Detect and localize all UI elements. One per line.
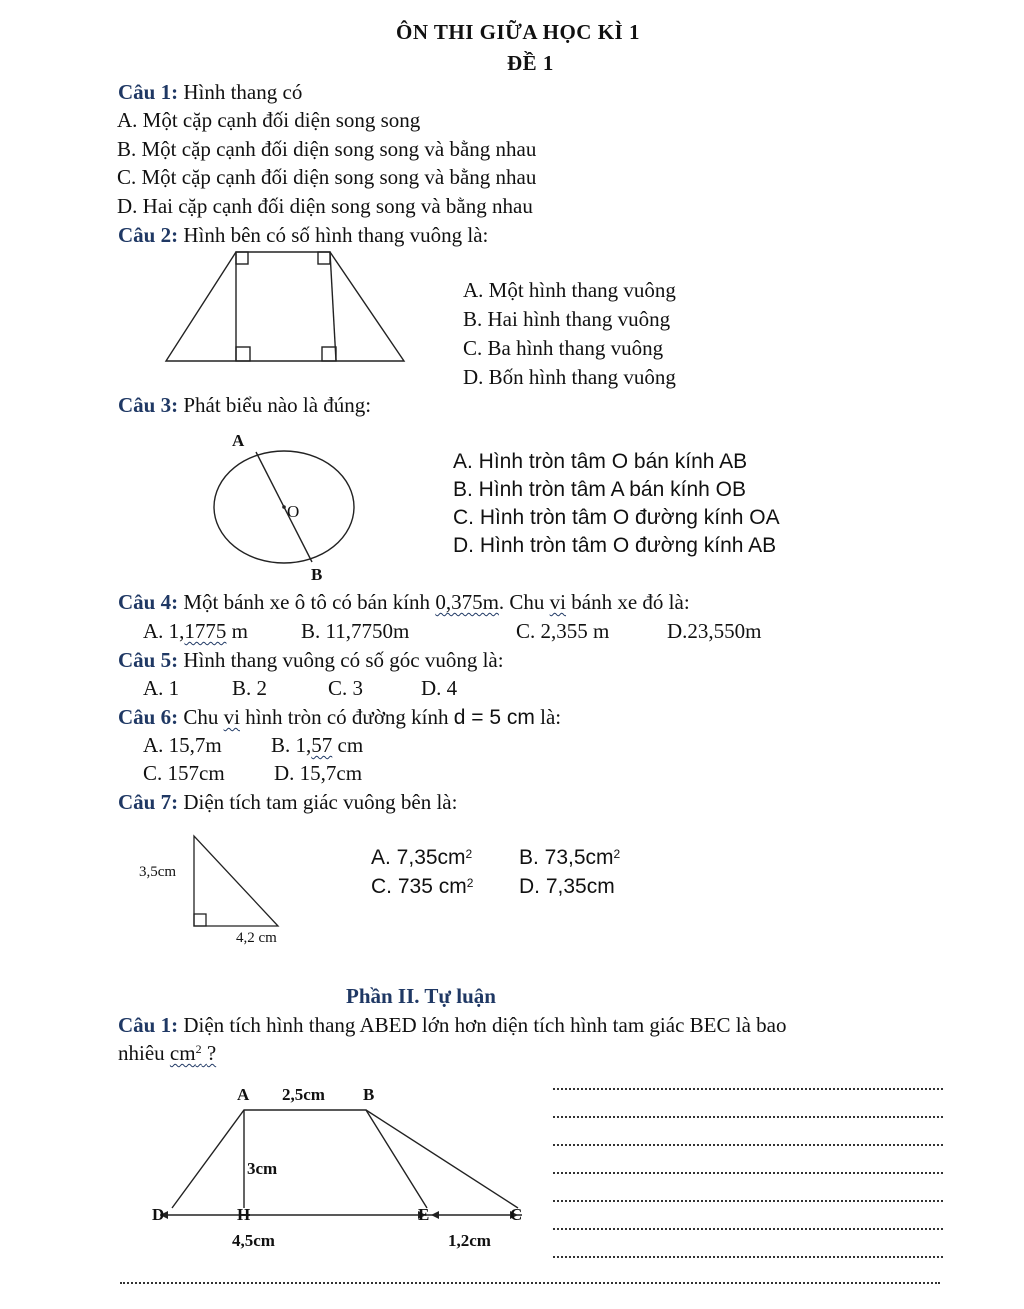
fig-label-height: 3cm [247,1159,278,1178]
q2-right-angle-bottom-left [236,347,250,361]
q2-outer-trapezoid [166,252,404,361]
fig-label-e: E [418,1205,430,1224]
answer-line-2[interactable] [553,1116,943,1118]
q6-vi-word: vi [223,705,240,729]
fig-side-bc [366,1110,518,1208]
answer-line-1[interactable] [553,1088,943,1090]
part2-heading: Phần II. Tự luận [346,984,496,1008]
q7-option-c-text: C. 735 cm [371,875,467,898]
answer-line-3[interactable] [553,1144,943,1146]
q5-question: Hình thang vuông có số góc vuông là: [183,648,504,672]
q7-height-label: 3,5cm [139,864,177,880]
q3-point-o: O [287,502,300,521]
q6-prompt [118,705,561,730]
answer-line-6[interactable] [553,1228,943,1230]
q6-question-pre: Chu [183,705,219,729]
part2-trapezoid-figure [150,1105,530,1225]
q6-option-b-suffix: cm [337,733,364,757]
exam-subtitle: ĐỀ 1 [507,51,554,75]
q7-prompt [118,790,457,814]
q7-base-label: 4,2 cm [236,930,277,946]
part2-q1-text: Diện tích hình thang ABED lớn hơn diện tích hình tam giác BEC là bao [183,1013,787,1037]
q5-prompt [118,648,504,672]
q2-option-d: D. Bốn hình thang vuông [463,365,676,389]
q5-option-d: D. 4 [421,676,458,700]
q1-option-c: C. Một cặp cạnh đối diện song song và bằng nhau [117,165,537,189]
q3-point-a: A [232,431,245,450]
q5-option-a: A. 1 [143,676,180,700]
q2-option-a: A. Một hình thang vuông [463,278,676,302]
q6-option-c: C. 157cm [143,761,225,785]
q7-option-b [519,846,620,870]
q1-option-a: A. Một cặp cạnh đối diện song song [117,108,421,132]
q2-prompt [118,223,488,247]
q1-question: Hình thang có [183,80,303,104]
fig-label-a: A [237,1085,250,1104]
q7-option-b-sup: 2 [613,847,621,861]
answer-line-8[interactable] [120,1282,940,1284]
answer-line-7[interactable] [553,1256,943,1258]
q4-prompt [118,590,690,614]
q1-prompt [118,80,302,104]
q2-option-c: C. Ba hình thang vuông [463,336,664,360]
q3-label: Câu 3: [118,393,179,417]
q7-right-triangle [194,836,278,926]
q6-option-d: D. 15,7cm [274,761,363,785]
q4-option-d: D.23,550m [667,619,762,643]
q2-question: Hình bên có số hình thang vuông là: [183,223,489,247]
q6-question-post: là: [540,705,562,729]
q4-option-a-wavy: 1775 [184,619,227,643]
q6-label: Câu 6: [118,705,179,729]
answer-line-4[interactable] [553,1172,943,1174]
q4-option-b: B. 11,7750m [301,619,410,643]
q6-option-a: A. 15,7m [143,733,222,757]
q7-option-a [371,846,472,870]
q2-right-angle-bottom-right [322,347,336,361]
part2-q1-line2-pre: nhiêu [118,1041,165,1065]
fig-arrow-e-right [431,1211,439,1219]
q7-option-d: D. 7,35cm [519,875,615,898]
q6-option-b-prefix: B. 1, [271,733,312,757]
part2-q1-unit [170,1041,216,1065]
q7-right-angle-mark [194,914,206,926]
q4-option-a-prefix: A. 1, [143,619,185,643]
q5-option-c: C. 3 [328,676,364,700]
q3-center-point [282,505,286,509]
q3-prompt [118,393,371,417]
q3-option-c: C. Hình tròn tâm O đường kính OA [453,506,780,529]
q4-option-c: C. 2,355 m [516,619,610,643]
q4-radius: 0,375m [435,590,499,614]
q4-question-post: bánh xe đó là: [571,590,690,614]
q2-right-angle-top-left [236,252,248,264]
q4-option-a [143,619,248,643]
q6-formula: d = 5 cm [453,706,535,729]
q7-option-a-sup: 2 [465,847,473,861]
fig-label-de-length: 4,5cm [232,1231,275,1250]
part2-q1-label: Câu 1: [118,1013,179,1037]
q2-right-angle-top-right [318,252,330,264]
q4-question-pre: Một bánh xe ô tô có bán kính [183,590,431,614]
q6-option-b [271,733,363,757]
q7-option-b-text: B. 73,5cm [519,846,614,869]
q7-triangle-figure [190,832,290,932]
q1-label: Câu 1: [118,80,179,104]
q3-option-a: A. Hình tròn tâm O bán kính AB [453,450,748,473]
q5-option-b: B. 2 [232,676,268,700]
q5-label: Câu 5: [118,648,179,672]
q7-question: Diện tích tam giác vuông bên là: [183,790,458,814]
q2-label: Câu 2: [118,223,179,247]
q2-trapezoid-figure [160,250,410,365]
q2-right-slanted [330,252,336,361]
q3-point-b: B [311,565,323,584]
q4-vi-word: vi [549,590,567,614]
q1-option-d: D. Hai cặp cạnh đối diện song song và bằng nhau [117,194,533,218]
answer-line-5[interactable] [553,1200,943,1202]
part2-q1-line2-post: ? [206,1041,217,1065]
q3-option-d: D. Hình tròn tâm O đường kính AB [453,534,777,557]
exam-title: ÔN THI GIỮA HỌC KÌ 1 [396,20,640,44]
q1-option-b: B. Một cặp cạnh đối diện song song và bằng nhau [117,137,537,161]
part2-q1-line2 [118,1041,216,1065]
part2-q1-unit-base: cm [169,1041,196,1065]
q4-label: Câu 4: [118,590,179,614]
part2-q1-line1 [118,1013,958,1037]
q7-label: Câu 7: [118,790,179,814]
q6-option-b-wavy: 57 [311,733,333,757]
fig-label-d: D [152,1205,165,1224]
q4-option-a-suffix: m [231,619,249,643]
part2-q1-unit-sup: 2 [195,1042,202,1056]
q4-question-mid: . Chu [498,590,545,614]
q6-question-mid: hình tròn có đường kính [245,705,449,729]
fig-label-top-length: 2,5cm [282,1085,325,1104]
fig-label-b: B [363,1085,375,1104]
fig-label-ec-length: 1,2cm [448,1231,491,1250]
q3-option-b: B. Hình tròn tâm A bán kính OB [453,478,746,501]
fig-label-h: H [237,1205,251,1224]
fig-label-c: C [510,1205,523,1224]
q7-option-c [371,875,473,899]
q2-option-b: B. Hai hình thang vuông [463,307,671,331]
q3-question: Phát biểu nào là đúng: [183,393,372,417]
q7-option-a-text: A. 7,35cm [371,846,466,869]
q7-option-c-sup: 2 [466,876,474,890]
q3-circle-figure [210,448,360,568]
